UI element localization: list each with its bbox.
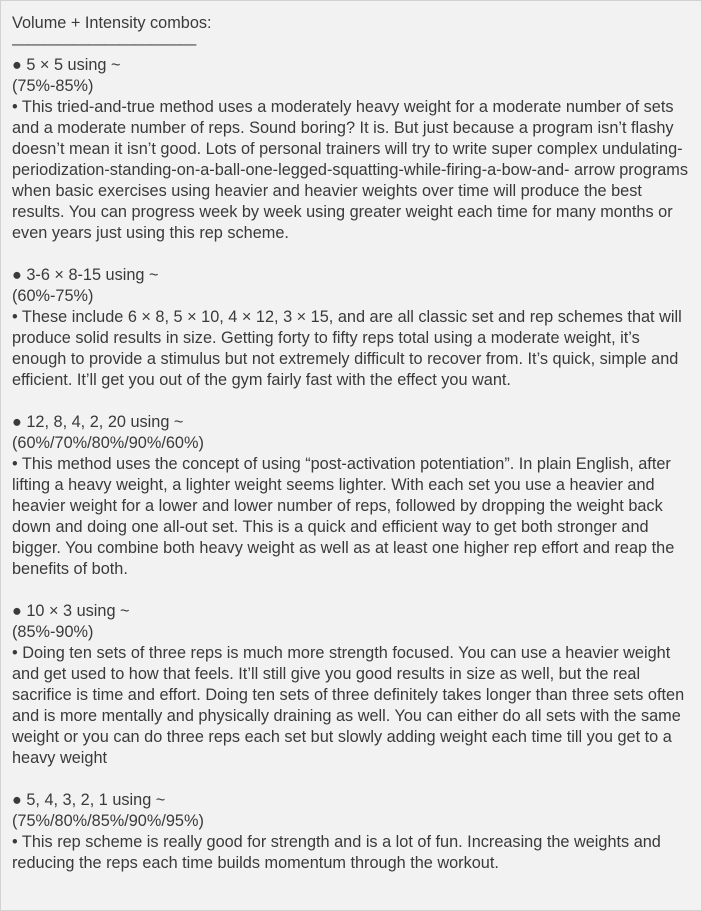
heading-divider: ————————————	[12, 35, 196, 53]
rep-scheme-section	[12, 412, 698, 580]
rep-scheme-description: • This tried-and-true method uses a moderately heavy weight for a moderate number of sets and a moderate number of reps. Sound boring? It is. But just because a program isn’t flashy doesn’t mean it isn’t good. Lots of personal trainers will try to write super complex undulating-periodization-standing-on-a-ball-one-legged-squatting-while-firing-a-bow-and- arrow programs when basic exercises using heavier and heavier weights over time will produce the best results. You can progress week by week using greater weight each time for many months or even years just using this rep scheme.	[12, 98, 689, 242]
rep-scheme-title: ● 10 × 3 using ~	[12, 602, 130, 620]
rep-scheme-section	[12, 265, 698, 391]
rep-scheme-intensity: (85%-90%)	[12, 623, 94, 641]
note-content	[12, 13, 698, 874]
rep-scheme-intensity: (60%/70%/80%/90%/60%)	[12, 434, 204, 452]
rep-scheme-section	[12, 790, 698, 874]
rep-scheme-intensity: (75%-85%)	[12, 77, 94, 95]
rep-scheme-title: ● 3-6 × 8-15 using ~	[12, 266, 159, 284]
rep-scheme-description: • This method uses the concept of using “post-activation potentiation”. In plain English, after lifting a heavy weight, a lighter weight seems lighter. With each set you use a heavier and heavier weight for a lower and lower number of reps, followed by dropping the weight back down and doing one all-out set. This is a quick and efficient way to get both stronger and bigger. You combine both heavy weight as well as at least one higher rep effort and reap the benefits of both.	[12, 455, 675, 578]
rep-scheme-section	[12, 55, 698, 244]
rep-scheme-title: ● 12, 8, 4, 2, 20 using ~	[12, 413, 184, 431]
rep-scheme-description: • This rep scheme is really good for strength and is a lot of fun. Increasing the weights and reducing the reps each time builds momentum through the workout.	[12, 833, 661, 872]
rep-scheme-intensity: (60%-75%)	[12, 287, 94, 305]
rep-scheme-section	[12, 601, 698, 769]
rep-scheme-description: • These include 6 × 8, 5 × 10, 4 × 12, 3 × 15, and are all classic set and rep schemes that will produce solid results in size. Getting forty to fifty reps total using a moderate weight, it’s enough to provide a stimulus but not extremely difficult to recover from. It’s quick, simple and efficient. It’ll get you out of the gym fairly fast with the effect you want.	[12, 308, 682, 389]
rep-scheme-title: ● 5, 4, 3, 2, 1 using ~	[12, 791, 166, 809]
note-heading: Volume + Intensity combos:	[12, 14, 212, 32]
rep-scheme-title: ● 5 × 5 using ~	[12, 56, 121, 74]
rep-scheme-intensity: (75%/80%/85%/90%/95%)	[12, 812, 204, 830]
rep-scheme-description: • Doing ten sets of three reps is much more strength focused. You can use a heavier weight and get used to how that feels. It’ll still give you good results in size as well, but the real sacrifice is time and effort. Doing ten sets of three definitely takes longer than three sets often and is more mentally and physically draining as well. You can either do all sets with the same weight or you can do three reps each set but slowly adding weight each time till you get to a heavy weight	[12, 644, 685, 767]
